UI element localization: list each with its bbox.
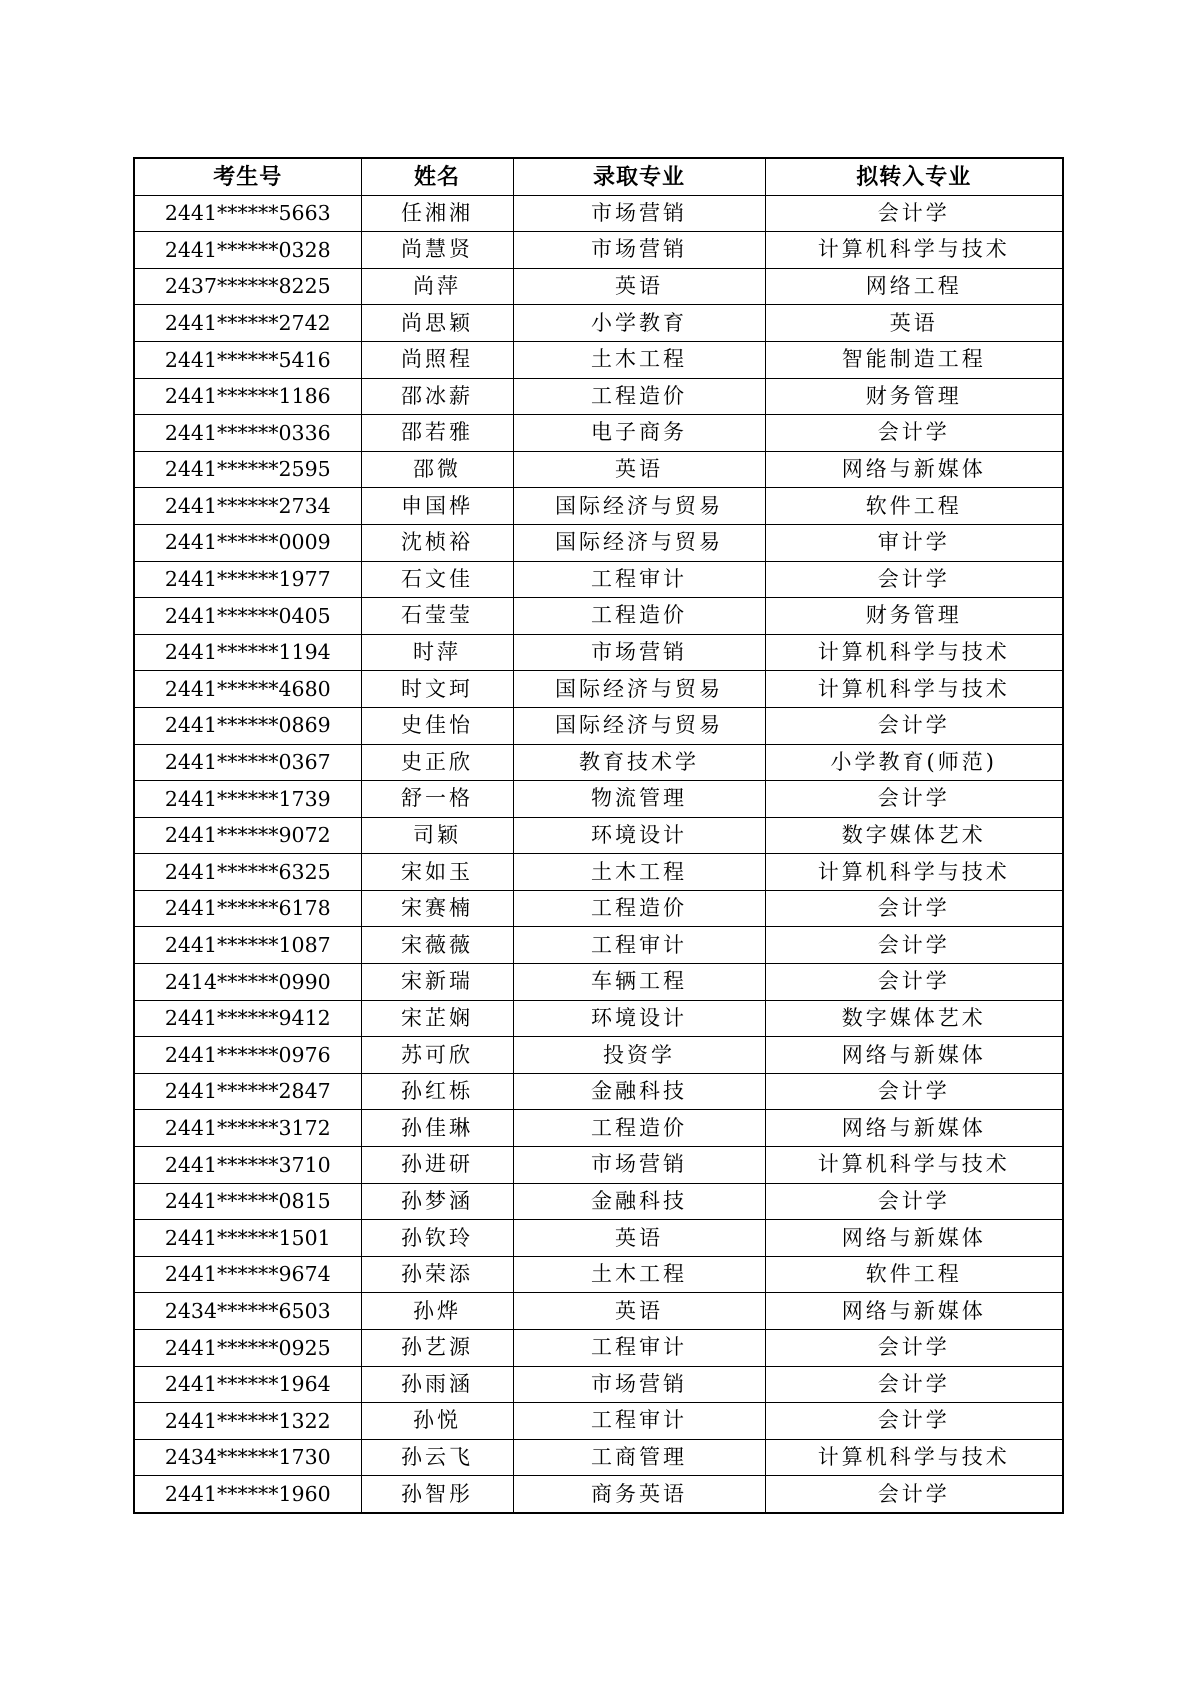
name-cell: 孙进研 bbox=[361, 1147, 513, 1184]
name-cell: 司颖 bbox=[361, 817, 513, 854]
candidate-number-cell: 2414******0990 bbox=[134, 964, 361, 1001]
table-row bbox=[134, 488, 1063, 525]
target-major-cell: 会计学 bbox=[765, 1366, 1063, 1403]
admitted-major-cell: 土木工程 bbox=[513, 341, 765, 378]
target-major-cell: 计算机科学与技术 bbox=[765, 854, 1063, 891]
target-major-cell: 审计学 bbox=[765, 524, 1063, 561]
target-major-cell: 会计学 bbox=[765, 195, 1063, 232]
candidate-number-cell: 2441******1322 bbox=[134, 1403, 361, 1440]
name-cell: 孙智彤 bbox=[361, 1476, 513, 1513]
admitted-major-cell: 国际经济与贸易 bbox=[513, 671, 765, 708]
name-cell: 孙红栎 bbox=[361, 1073, 513, 1110]
target-major-cell: 会计学 bbox=[765, 1403, 1063, 1440]
table-row bbox=[134, 415, 1063, 452]
name-cell: 孙烨 bbox=[361, 1293, 513, 1330]
name-cell: 宋芷娴 bbox=[361, 1000, 513, 1037]
admitted-major-cell: 教育技术学 bbox=[513, 744, 765, 781]
target-major-cell: 英语 bbox=[765, 305, 1063, 342]
admitted-major-cell: 环境设计 bbox=[513, 817, 765, 854]
target-major-cell: 会计学 bbox=[765, 964, 1063, 1001]
target-major-cell: 会计学 bbox=[765, 707, 1063, 744]
table-row bbox=[134, 451, 1063, 488]
target-major-cell: 小学教育(师范) bbox=[765, 744, 1063, 781]
candidate-number-cell: 2441******4680 bbox=[134, 671, 361, 708]
admitted-major-cell: 国际经济与贸易 bbox=[513, 488, 765, 525]
name-cell: 孙云飞 bbox=[361, 1439, 513, 1476]
table-header bbox=[134, 158, 1063, 195]
admitted-major-cell: 小学教育 bbox=[513, 305, 765, 342]
candidate-number-cell: 2441******0336 bbox=[134, 415, 361, 452]
candidate-number-cell: 2441******1977 bbox=[134, 561, 361, 598]
admitted-major-cell: 工程审计 bbox=[513, 561, 765, 598]
admitted-major-cell: 工程造价 bbox=[513, 1110, 765, 1147]
table-row bbox=[134, 524, 1063, 561]
admitted-major-cell: 工程造价 bbox=[513, 378, 765, 415]
name-cell: 孙悦 bbox=[361, 1403, 513, 1440]
admitted-major-cell: 土木工程 bbox=[513, 1256, 765, 1293]
name-cell: 尚照程 bbox=[361, 341, 513, 378]
name-cell: 孙钦玲 bbox=[361, 1220, 513, 1257]
table-row bbox=[134, 232, 1063, 269]
table-row bbox=[134, 305, 1063, 342]
name-cell: 时萍 bbox=[361, 634, 513, 671]
target-major-cell: 计算机科学与技术 bbox=[765, 671, 1063, 708]
target-major-cell: 网络与新媒体 bbox=[765, 1293, 1063, 1330]
table-row bbox=[134, 378, 1063, 415]
target-major-cell: 财务管理 bbox=[765, 598, 1063, 635]
admitted-major-cell: 市场营销 bbox=[513, 1366, 765, 1403]
target-major-cell: 会计学 bbox=[765, 781, 1063, 818]
target-major-cell: 会计学 bbox=[765, 927, 1063, 964]
admitted-major-cell: 英语 bbox=[513, 451, 765, 488]
target-major-cell: 财务管理 bbox=[765, 378, 1063, 415]
name-cell: 苏可欣 bbox=[361, 1037, 513, 1074]
table-row bbox=[134, 598, 1063, 635]
target-major-cell: 软件工程 bbox=[765, 488, 1063, 525]
name-cell: 宋薇薇 bbox=[361, 927, 513, 964]
candidate-number-cell: 2437******8225 bbox=[134, 268, 361, 305]
name-cell: 尚思颖 bbox=[361, 305, 513, 342]
candidate-number-cell: 2441******2595 bbox=[134, 451, 361, 488]
candidate-number-cell: 2441******1186 bbox=[134, 378, 361, 415]
target-major-cell: 计算机科学与技术 bbox=[765, 232, 1063, 269]
name-cell: 孙梦涵 bbox=[361, 1183, 513, 1220]
admitted-major-cell: 金融科技 bbox=[513, 1183, 765, 1220]
name-cell: 石文佳 bbox=[361, 561, 513, 598]
name-cell: 沈桢裕 bbox=[361, 524, 513, 561]
table-row bbox=[134, 707, 1063, 744]
table-body bbox=[134, 195, 1063, 1513]
header-admitted-major: 录取专业 bbox=[513, 158, 765, 195]
candidate-number-cell: 2441******3172 bbox=[134, 1110, 361, 1147]
candidate-number-cell: 2441******6178 bbox=[134, 890, 361, 927]
admitted-major-cell: 土木工程 bbox=[513, 854, 765, 891]
target-major-cell: 数字媒体艺术 bbox=[765, 817, 1063, 854]
table-row bbox=[134, 1073, 1063, 1110]
target-major-cell: 计算机科学与技术 bbox=[765, 1439, 1063, 1476]
header-candidate-number: 考生号 bbox=[134, 158, 361, 195]
table-row bbox=[134, 341, 1063, 378]
table-row bbox=[134, 1366, 1063, 1403]
admitted-major-cell: 工程审计 bbox=[513, 927, 765, 964]
admitted-major-cell: 工程审计 bbox=[513, 1330, 765, 1367]
table-row bbox=[134, 817, 1063, 854]
candidate-number-cell: 2441******2847 bbox=[134, 1073, 361, 1110]
name-cell: 石莹莹 bbox=[361, 598, 513, 635]
name-cell: 孙雨涵 bbox=[361, 1366, 513, 1403]
table-row bbox=[134, 781, 1063, 818]
table-row bbox=[134, 634, 1063, 671]
candidate-number-cell: 2441******9674 bbox=[134, 1256, 361, 1293]
name-cell: 史佳怡 bbox=[361, 707, 513, 744]
candidate-number-cell: 2441******0976 bbox=[134, 1037, 361, 1074]
target-major-cell: 计算机科学与技术 bbox=[765, 1147, 1063, 1184]
candidate-number-cell: 2441******0367 bbox=[134, 744, 361, 781]
table-row bbox=[134, 1293, 1063, 1330]
admitted-major-cell: 国际经济与贸易 bbox=[513, 707, 765, 744]
name-cell: 宋赛楠 bbox=[361, 890, 513, 927]
candidate-number-cell: 2434******6503 bbox=[134, 1293, 361, 1330]
target-major-cell: 会计学 bbox=[765, 1183, 1063, 1220]
target-major-cell: 网络与新媒体 bbox=[765, 1110, 1063, 1147]
candidate-number-cell: 2441******2742 bbox=[134, 305, 361, 342]
target-major-cell: 会计学 bbox=[765, 890, 1063, 927]
target-major-cell: 网络与新媒体 bbox=[765, 1220, 1063, 1257]
admitted-major-cell: 金融科技 bbox=[513, 1073, 765, 1110]
table-row bbox=[134, 964, 1063, 1001]
candidate-number-cell: 2441******0869 bbox=[134, 707, 361, 744]
table-row bbox=[134, 1256, 1063, 1293]
admitted-major-cell: 车辆工程 bbox=[513, 964, 765, 1001]
name-cell: 孙荣添 bbox=[361, 1256, 513, 1293]
target-major-cell: 软件工程 bbox=[765, 1256, 1063, 1293]
admitted-major-cell: 英语 bbox=[513, 268, 765, 305]
candidate-number-cell: 2441******1964 bbox=[134, 1366, 361, 1403]
target-major-cell: 会计学 bbox=[765, 561, 1063, 598]
target-major-cell: 会计学 bbox=[765, 415, 1063, 452]
name-cell: 史正欣 bbox=[361, 744, 513, 781]
target-major-cell: 网络与新媒体 bbox=[765, 451, 1063, 488]
table-row bbox=[134, 1110, 1063, 1147]
admitted-major-cell: 工商管理 bbox=[513, 1439, 765, 1476]
candidate-number-cell: 2441******0815 bbox=[134, 1183, 361, 1220]
header-name: 姓名 bbox=[361, 158, 513, 195]
admitted-major-cell: 投资学 bbox=[513, 1037, 765, 1074]
target-major-cell: 数字媒体艺术 bbox=[765, 1000, 1063, 1037]
target-major-cell: 智能制造工程 bbox=[765, 341, 1063, 378]
table-row bbox=[134, 1183, 1063, 1220]
admitted-major-cell: 英语 bbox=[513, 1293, 765, 1330]
target-major-cell: 网络与新媒体 bbox=[765, 1037, 1063, 1074]
candidate-number-cell: 2441******9072 bbox=[134, 817, 361, 854]
table-row bbox=[134, 1439, 1063, 1476]
target-major-cell: 计算机科学与技术 bbox=[765, 634, 1063, 671]
candidate-number-cell: 2441******2734 bbox=[134, 488, 361, 525]
table-row bbox=[134, 1476, 1063, 1513]
candidate-number-cell: 2434******1730 bbox=[134, 1439, 361, 1476]
candidate-number-cell: 2441******1194 bbox=[134, 634, 361, 671]
candidate-number-cell: 2441******0009 bbox=[134, 524, 361, 561]
name-cell: 邵微 bbox=[361, 451, 513, 488]
admitted-major-cell: 国际经济与贸易 bbox=[513, 524, 765, 561]
candidate-number-cell: 2441******5416 bbox=[134, 341, 361, 378]
table-row bbox=[134, 1037, 1063, 1074]
name-cell: 任湘湘 bbox=[361, 195, 513, 232]
transfer-major-table bbox=[133, 157, 1064, 1514]
admitted-major-cell: 市场营销 bbox=[513, 1147, 765, 1184]
candidate-number-cell: 2441******1087 bbox=[134, 927, 361, 964]
name-cell: 宋如玉 bbox=[361, 854, 513, 891]
candidate-number-cell: 2441******0925 bbox=[134, 1330, 361, 1367]
candidate-number-cell: 2441******3710 bbox=[134, 1147, 361, 1184]
name-cell: 孙艺源 bbox=[361, 1330, 513, 1367]
name-cell: 邵冰薪 bbox=[361, 378, 513, 415]
admitted-major-cell: 市场营销 bbox=[513, 634, 765, 671]
admitted-major-cell: 环境设计 bbox=[513, 1000, 765, 1037]
table-row bbox=[134, 890, 1063, 927]
name-cell: 时文珂 bbox=[361, 671, 513, 708]
table-row bbox=[134, 561, 1063, 598]
candidate-number-cell: 2441******1960 bbox=[134, 1476, 361, 1513]
name-cell: 孙佳琳 bbox=[361, 1110, 513, 1147]
candidate-number-cell: 2441******0405 bbox=[134, 598, 361, 635]
table-row bbox=[134, 1147, 1063, 1184]
candidate-number-cell: 2441******6325 bbox=[134, 854, 361, 891]
header-target-major: 拟转入专业 bbox=[765, 158, 1063, 195]
table-row bbox=[134, 1220, 1063, 1257]
candidate-number-cell: 2441******5663 bbox=[134, 195, 361, 232]
table-row bbox=[134, 268, 1063, 305]
admitted-major-cell: 电子商务 bbox=[513, 415, 765, 452]
candidate-number-cell: 2441******9412 bbox=[134, 1000, 361, 1037]
admitted-major-cell: 市场营销 bbox=[513, 232, 765, 269]
admitted-major-cell: 工程审计 bbox=[513, 1403, 765, 1440]
name-cell: 尚萍 bbox=[361, 268, 513, 305]
name-cell: 尚慧贤 bbox=[361, 232, 513, 269]
admitted-major-cell: 市场营销 bbox=[513, 195, 765, 232]
target-major-cell: 会计学 bbox=[765, 1476, 1063, 1513]
admitted-major-cell: 工程造价 bbox=[513, 598, 765, 635]
admitted-major-cell: 物流管理 bbox=[513, 781, 765, 818]
table-row bbox=[134, 744, 1063, 781]
candidate-number-cell: 2441******0328 bbox=[134, 232, 361, 269]
name-cell: 申国桦 bbox=[361, 488, 513, 525]
admitted-major-cell: 商务英语 bbox=[513, 1476, 765, 1513]
candidate-number-cell: 2441******1739 bbox=[134, 781, 361, 818]
table-row bbox=[134, 927, 1063, 964]
table-row bbox=[134, 1000, 1063, 1037]
name-cell: 舒一格 bbox=[361, 781, 513, 818]
table-row bbox=[134, 1330, 1063, 1367]
table-row bbox=[134, 854, 1063, 891]
header-row bbox=[134, 158, 1063, 195]
name-cell: 宋新瑞 bbox=[361, 964, 513, 1001]
target-major-cell: 网络工程 bbox=[765, 268, 1063, 305]
table-row bbox=[134, 195, 1063, 232]
target-major-cell: 会计学 bbox=[765, 1330, 1063, 1367]
admitted-major-cell: 工程造价 bbox=[513, 890, 765, 927]
table-row bbox=[134, 1403, 1063, 1440]
target-major-cell: 会计学 bbox=[765, 1073, 1063, 1110]
table-row bbox=[134, 671, 1063, 708]
admitted-major-cell: 英语 bbox=[513, 1220, 765, 1257]
candidate-number-cell: 2441******1501 bbox=[134, 1220, 361, 1257]
name-cell: 邵若雅 bbox=[361, 415, 513, 452]
